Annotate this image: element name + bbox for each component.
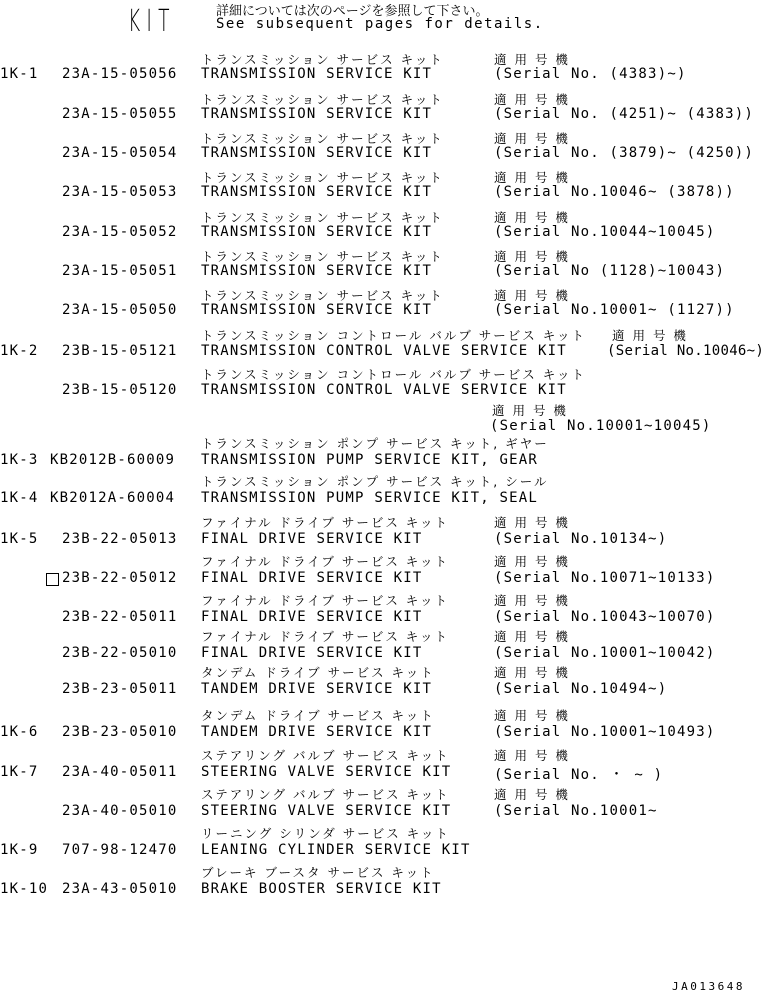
kit-description: TRANSMISSION SERVICE KIT (201, 66, 433, 82)
kit-name-jp: ファイナル ドライブ サービス キット (201, 515, 450, 530)
kit-name-jp: ステアリング バルブ サービス キット (201, 748, 450, 763)
serial-label-jp: 適 用 号 機 (494, 288, 570, 303)
serial-label-jp: 適 用 号 機 (494, 593, 570, 608)
kit-description: STEERING VALVE SERVICE KIT (201, 803, 452, 819)
part-number: 707-98-12470 (62, 842, 178, 858)
kit-name-jp: トランスミッション サービス キット (201, 288, 444, 303)
serial-range: (Serial No. ・ ~ ) (494, 767, 664, 783)
kit-name-jp: トランスミッション サービス キット (201, 52, 444, 67)
kit-description: TRANSMISSION SERVICE KIT (201, 106, 433, 122)
serial-label-jp: 適 用 号 機 (494, 708, 570, 723)
part-number: 23A-43-05010 (62, 881, 178, 897)
serial-range: (Serial No.10043~10070) (494, 609, 716, 625)
part-number: KB2012B-60009 (50, 452, 176, 468)
item-number: 1K-2 (0, 343, 39, 359)
kit-description: TRANSMISSION SERVICE KIT (201, 145, 433, 161)
serial-range: (Serial No.10134~) (494, 531, 668, 547)
serial-range: (Serial No.10001~10045) (490, 418, 712, 434)
serial-range: (Serial No.10046~) (607, 343, 765, 359)
serial-range: (Serial No (1128)~10043) (494, 263, 726, 279)
serial-label-jp: 適 用 号 機 (492, 403, 568, 418)
serial-label-jp: 適 用 号 機 (494, 629, 570, 644)
kit-name-jp: トランスミッション サービス キット (201, 210, 444, 225)
item-number: 1K-3 (0, 452, 39, 468)
item-number: 1K-4 (0, 490, 39, 506)
part-number: 23A-15-05051 (62, 263, 178, 279)
kit-name-jp: トランスミッション コントロール バルブ サービス キット (201, 367, 587, 382)
kit-description: TRANSMISSION SERVICE KIT (201, 184, 433, 200)
kit-description: LEANING CYLINDER SERVICE KIT (201, 842, 471, 858)
part-number: 23A-15-05054 (62, 145, 178, 161)
serial-range: (Serial No.10044~10045) (494, 224, 716, 240)
kit-description: TANDEM DRIVE SERVICE KIT (201, 724, 433, 740)
part-number: 23B-22-05011 (62, 609, 178, 625)
serial-range: (Serial No.10046~ (3878)) (494, 184, 735, 200)
part-number: 23B-23-05011 (62, 681, 178, 697)
serial-range: (Serial No.10001~10042) (494, 645, 716, 661)
kit-description: TRANSMISSION PUMP SERVICE KIT, GEAR (201, 452, 539, 468)
header-note-jp: 詳細については次のページを参照して下さい。 (216, 4, 489, 19)
kit-description: FINAL DRIVE SERVICE KIT (201, 609, 423, 625)
serial-label-jp: 適 用 号 機 (494, 748, 570, 763)
kit-name-jp: トランスミッション コントロール バルブ サービス キット (201, 328, 587, 343)
kit-description: BRAKE BOOSTER SERVICE KIT (201, 881, 442, 897)
part-number: 23A-40-05010 (62, 803, 178, 819)
kit-description: STEERING VALVE SERVICE KIT (201, 764, 452, 780)
kit-description: TRANSMISSION PUMP SERVICE KIT, SEAL (201, 490, 539, 506)
part-number: 23A-40-05011 (62, 764, 178, 780)
revision-box-mark (46, 573, 59, 586)
part-number: 23B-22-05013 (62, 531, 178, 547)
serial-label-jp: 適 用 号 機 (494, 170, 570, 185)
serial-range: (Serial No.10071~10133) (494, 570, 716, 586)
serial-label-jp: 適 用 号 機 (494, 515, 570, 530)
kit-name-jp: トランスミッション サービス キット (201, 131, 444, 146)
kit-name-jp: トランスミッション ポンプ サービス キット, シール (201, 474, 549, 489)
part-number: 23A-15-05055 (62, 106, 178, 122)
part-number: KB2012A-60004 (50, 490, 176, 506)
page-title: KIT (128, 4, 176, 39)
kit-name-jp: トランスミッション サービス キット (201, 92, 444, 107)
part-number: 23B-22-05010 (62, 645, 178, 661)
kit-name-jp: トランスミッション サービス キット (201, 170, 444, 185)
serial-label-jp: 適 用 号 機 (494, 131, 570, 146)
kit-description: TRANSMISSION SERVICE KIT (201, 302, 433, 318)
kit-description: FINAL DRIVE SERVICE KIT (201, 645, 423, 661)
kit-name-jp: ステアリング バルブ サービス キット (201, 787, 450, 802)
kit-description: FINAL DRIVE SERVICE KIT (201, 531, 423, 547)
item-number: 1K-7 (0, 764, 39, 780)
kit-name-jp: タンデム ドライブ サービス キット (201, 708, 435, 723)
kit-description: TANDEM DRIVE SERVICE KIT (201, 681, 433, 697)
item-number: 1K-1 (0, 66, 39, 82)
item-number: 1K-5 (0, 531, 39, 547)
item-number: 1K-6 (0, 724, 39, 740)
serial-label-jp: 適 用 号 機 (612, 328, 688, 343)
serial-label-jp: 適 用 号 機 (494, 554, 570, 569)
serial-range: (Serial No.10001~ (1127)) (494, 302, 735, 318)
item-number: 1K-10 (0, 881, 49, 897)
serial-range: (Serial No. (3879)~ (4250)) (494, 145, 754, 161)
serial-label-jp: 適 用 号 機 (494, 787, 570, 802)
serial-label-jp: 適 用 号 機 (494, 665, 570, 680)
kit-name-jp: トランスミッション ポンプ サービス キット, ギヤー (201, 436, 549, 451)
kit-description: TRANSMISSION SERVICE KIT (201, 263, 433, 279)
header-note-en: See subsequent pages for details. (216, 16, 544, 32)
part-number: 23B-15-05120 (62, 382, 178, 398)
kit-description: TRANSMISSION CONTROL VALVE SERVICE KIT (201, 343, 567, 359)
serial-range: (Serial No.10001~10493) (494, 724, 716, 740)
kit-description: FINAL DRIVE SERVICE KIT (201, 570, 423, 586)
serial-label-jp: 適 用 号 機 (494, 52, 570, 67)
serial-range: (Serial No. (4383)~) (494, 66, 687, 82)
part-number: 23A-15-05050 (62, 302, 178, 318)
part-number: 23A-15-05052 (62, 224, 178, 240)
kit-name-jp: ファイナル ドライブ サービス キット (201, 554, 450, 569)
part-number: 23A-15-05056 (62, 66, 178, 82)
part-number: 23B-23-05010 (62, 724, 178, 740)
serial-range: (Serial No.10001~ (494, 803, 658, 819)
serial-label-jp: 適 用 号 機 (494, 210, 570, 225)
serial-label-jp: 適 用 号 機 (494, 249, 570, 264)
kit-name-jp: ファイナル ドライブ サービス キット (201, 629, 450, 644)
kit-name-jp: トランスミッション サービス キット (201, 249, 444, 264)
kit-name-jp: ブレーキ ブースタ サービス キット (201, 865, 435, 880)
part-number: 23A-15-05053 (62, 184, 178, 200)
kit-name-jp: タンデム ドライブ サービス キット (201, 665, 435, 680)
serial-range: (Serial No.10494~) (494, 681, 668, 697)
document-id: JA013648 (672, 980, 745, 993)
kit-name-jp: ファイナル ドライブ サービス キット (201, 593, 450, 608)
kit-name-jp: リーニング シリンダ サービス キット (201, 826, 450, 841)
part-number: 23B-22-05012 (62, 570, 178, 586)
kit-description: TRANSMISSION SERVICE KIT (201, 224, 433, 240)
serial-label-jp: 適 用 号 機 (494, 92, 570, 107)
kit-description: TRANSMISSION CONTROL VALVE SERVICE KIT (201, 382, 567, 398)
part-number: 23B-15-05121 (62, 343, 178, 359)
serial-range: (Serial No. (4251)~ (4383)) (494, 106, 754, 122)
item-number: 1K-9 (0, 842, 39, 858)
